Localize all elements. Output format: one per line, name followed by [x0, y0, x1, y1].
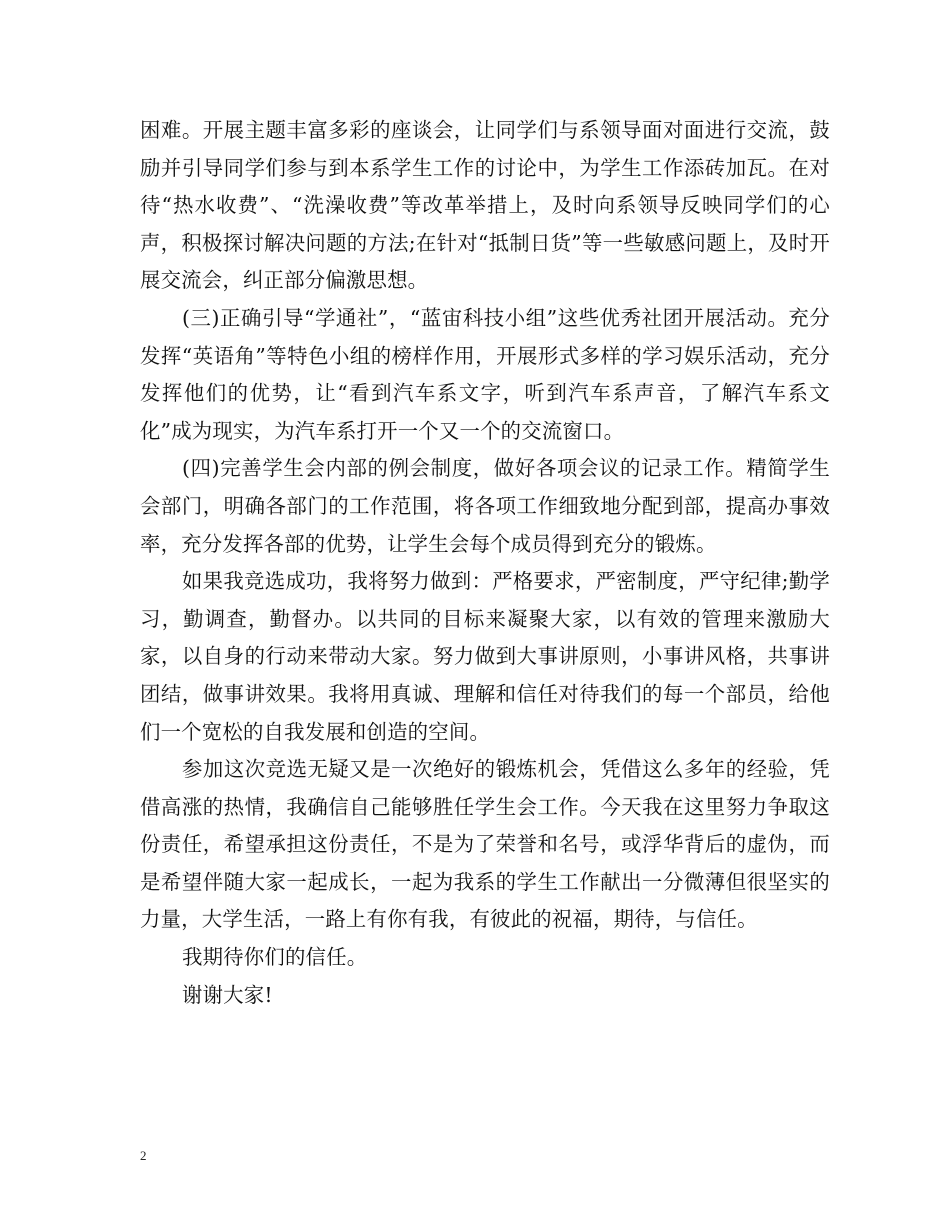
paragraph-continuation: 困难。开展主题丰富多彩的座谈会，让同学们与系领导面对面进行交流，鼓励并引导同学们参与到本系学生工作的讨论中，为学生工作添砖加瓦。在对待“热水收费”、“洗澡收费”等改革举措上，及时向系领导反映同学们的心声，积极探讨解决问题的方法;在针对“抵制日货”等一些敏感问题上，及时开展交流会，纠正部分偏激思想。 [140, 118, 830, 293]
paragraph-thanks: 谢谢大家! [182, 982, 273, 1007]
page-number: 2 [140, 1148, 147, 1163]
paragraph-item-four: (四)完善学生会内部的例会制度，做好各项会议的记录工作。精简学生会部门，明确各部门的工作范围，将各项工作细致地分配到部，提高办事效率，充分发挥各部的优势，让学生会每个成员得到充分的锻炼。 [140, 456, 830, 556]
paragraph-commitment: 如果我竞选成功，我将努力做到：严格要求，严密制度，严守纪律;勤学习，勤调查，勤督办。以共同的目标来凝聚大家，以有效的管理来激励大家，以自身的行动来带动大家。努力做到大事讲原则，小事讲风格，共事讲团结，做事讲效果。我将用真诚、理解和信任对待我们的每一个部员，给他们一个宽松的自我发展和创造的空间。 [140, 569, 830, 744]
paragraph-expect-trust: 我期待你们的信任。 [182, 945, 368, 970]
paragraph-item-three: (三)正确引导“学通社”，“蓝宙科技小组”这些优秀社团开展活动。充分发挥“英语角”等特色小组的榜样作用，开展形式多样的学习娱乐活动，充分发挥他们的优势，让“看到汽车系文字，听到汽车系声音，了解汽车系文化”成为现实，为汽车系打开一个又一个的交流窗口。 [140, 305, 830, 443]
document-body [140, 112, 830, 1014]
paragraph-closing: 参加这次竞选无疑又是一次绝好的锻炼机会，凭借这么多年的经验，凭借高涨的热情，我确信自己能够胜任学生会工作。今天我在这里努力争取这份责任，希望承担这份责任，不是为了荣誉和名号，或浮华背后的虚伪，而是希望伴随大家一起成长，一起为我系的学生工作献出一分微薄但很坚实的力量，大学生活，一路上有你有我，有彼此的祝福，期待，与信任。 [140, 757, 830, 932]
